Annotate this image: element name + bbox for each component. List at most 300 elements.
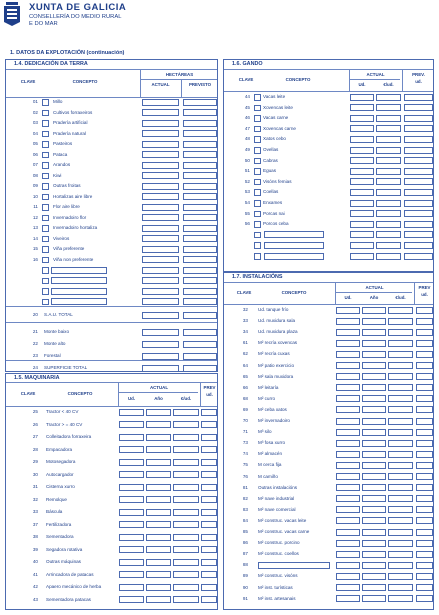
eur-field[interactable] [388,373,413,380]
eur-field[interactable] [388,573,413,580]
actual-field[interactable] [142,329,179,336]
previsto-field[interactable] [183,246,217,253]
concepto-input[interactable] [51,277,107,284]
row-checkbox[interactable] [42,141,49,148]
row-checkbox[interactable] [254,94,261,101]
previsto-field[interactable] [183,256,217,263]
row-checkbox[interactable] [254,221,261,228]
prev-ud-field[interactable] [404,115,433,122]
row-checkbox[interactable] [254,105,261,112]
prev-ud-field[interactable] [201,496,217,503]
ano-field[interactable] [146,434,171,441]
previsto-field[interactable] [183,120,217,127]
ud-field[interactable] [336,340,360,347]
prev-ud-field[interactable] [404,104,433,111]
prev-ud-field[interactable] [416,584,433,591]
actual-field[interactable] [142,277,179,284]
ud-field[interactable] [350,231,374,238]
actual-field[interactable] [142,183,179,190]
prev-ud-field[interactable] [416,495,433,502]
row-checkbox[interactable] [254,179,261,186]
prev-ud-field[interactable] [416,484,433,491]
prev-ud-field[interactable] [404,136,433,143]
eur-field[interactable] [376,168,401,175]
ud-field[interactable] [350,200,374,207]
ano-field[interactable] [362,562,386,569]
prev-ud-field[interactable] [416,529,433,536]
previsto-field[interactable] [183,267,217,274]
ud-field[interactable] [350,189,374,196]
prev-ud-field[interactable] [201,509,217,516]
ud-field[interactable] [350,136,374,143]
row-checkbox[interactable] [42,110,49,117]
row-checkbox[interactable] [42,257,49,264]
ud-field[interactable] [119,409,144,416]
ud-field[interactable] [119,496,144,503]
prev-ud-field[interactable] [416,595,433,602]
eur-field[interactable] [173,596,199,603]
ud-field[interactable] [350,221,374,228]
ano-field[interactable] [362,440,386,447]
ud-field[interactable] [336,351,360,358]
prev-ud-field[interactable] [416,318,433,325]
eur-field[interactable] [388,384,413,391]
ud-field[interactable] [336,451,360,458]
row-checkbox[interactable] [42,204,49,211]
prev-ud-field[interactable] [404,210,433,217]
actual-field[interactable] [142,120,179,127]
row-checkbox[interactable] [42,267,49,274]
ud-field[interactable] [336,473,360,480]
row-checkbox[interactable] [254,200,261,207]
eur-field[interactable] [376,231,401,238]
actual-field[interactable] [142,288,179,295]
ud-field[interactable] [336,506,360,513]
ano-field[interactable] [362,384,386,391]
eur-field[interactable] [173,446,199,453]
ud-field[interactable] [119,521,144,528]
prev-ud-field[interactable] [404,200,433,207]
previsto-field[interactable] [183,214,217,221]
ud-field[interactable] [336,329,360,336]
ano-field[interactable] [146,459,171,466]
ud-field[interactable] [119,434,144,441]
eur-field[interactable] [173,546,199,553]
prev-ud-field[interactable] [404,168,433,175]
row-checkbox[interactable] [254,147,261,154]
ud-field[interactable] [119,421,144,428]
concepto-input[interactable] [51,298,107,305]
row-checkbox[interactable] [42,152,49,159]
eur-field[interactable] [376,178,401,185]
prev-ud-field[interactable] [416,373,433,380]
prev-ud-field[interactable] [201,521,217,528]
prev-ud-field[interactable] [404,147,433,154]
prev-ud-field[interactable] [404,242,433,249]
eur-field[interactable] [388,418,413,425]
ano-field[interactable] [362,429,386,436]
concepto-input[interactable] [51,288,107,295]
row-checkbox[interactable] [42,225,49,232]
eur-field[interactable] [388,307,413,314]
ud-field[interactable] [336,406,360,413]
prev-ud-field[interactable] [201,409,217,416]
row-checkbox[interactable] [254,158,261,165]
actual-field[interactable] [142,298,179,305]
eur-field[interactable] [388,351,413,358]
ud-field[interactable] [119,484,144,491]
ano-field[interactable] [362,495,386,502]
ano-field[interactable] [146,446,171,453]
prev-ud-field[interactable] [201,484,217,491]
eur-field[interactable] [376,136,401,143]
ano-field[interactable] [362,540,386,547]
previsto-field[interactable] [183,130,217,137]
row-checkbox[interactable] [42,131,49,138]
eur-field[interactable] [173,559,199,566]
ano-field[interactable] [146,534,171,541]
actual-field[interactable] [142,246,179,253]
ud-field[interactable] [336,307,360,314]
prev-ud-field[interactable] [201,534,217,541]
ano-field[interactable] [362,462,386,469]
prev-ud-field[interactable] [404,94,433,101]
row-checkbox[interactable] [254,126,261,133]
prev-ud-field[interactable] [416,384,433,391]
eur-field[interactable] [376,94,401,101]
ano-field[interactable] [146,584,171,591]
ud-field[interactable] [336,418,360,425]
ud-field[interactable] [350,157,374,164]
row-checkbox[interactable] [42,278,49,285]
eur-field[interactable] [173,434,199,441]
ud-field[interactable] [119,571,144,578]
ano-field[interactable] [362,351,386,358]
eur-field[interactable] [376,189,401,196]
ano-field[interactable] [146,546,171,553]
previsto-field[interactable] [183,235,217,242]
eur-field[interactable] [388,340,413,347]
eur-field[interactable] [376,210,401,217]
prev-ud-field[interactable] [416,517,433,524]
eur-field[interactable] [388,595,413,602]
prev-ud-field[interactable] [404,221,433,228]
previsto-field[interactable] [183,193,217,200]
ud-field[interactable] [336,462,360,469]
prev-ud-field[interactable] [404,157,433,164]
row-checkbox[interactable] [42,173,49,180]
ud-field[interactable] [336,440,360,447]
ano-field[interactable] [146,521,171,528]
ano-field[interactable] [362,395,386,402]
eur-field[interactable] [388,318,413,325]
concepto-input[interactable] [264,253,324,260]
previsto-field[interactable] [183,109,217,116]
eur-field[interactable] [173,471,199,478]
eur-field[interactable] [388,362,413,369]
ano-field[interactable] [362,418,386,425]
actual-field[interactable] [142,99,179,106]
ano-field[interactable] [146,484,171,491]
previsto-field[interactable] [183,204,217,211]
prev-ud-field[interactable] [416,451,433,458]
ano-field[interactable] [362,506,386,513]
eur-field[interactable] [388,429,413,436]
eur-field[interactable] [173,484,199,491]
eur-field[interactable] [388,517,413,524]
prev-ud-field[interactable] [404,189,433,196]
row-checkbox[interactable] [42,120,49,127]
ud-field[interactable] [350,115,374,122]
previsto-field[interactable] [183,183,217,190]
ano-field[interactable] [146,559,171,566]
prev-ud-field[interactable] [201,421,217,428]
ud-field[interactable] [119,534,144,541]
ano-field[interactable] [146,571,171,578]
ud-field[interactable] [350,242,374,249]
ano-field[interactable] [362,451,386,458]
ano-field[interactable] [146,509,171,516]
ano-field[interactable] [146,596,171,603]
row-checkbox[interactable] [42,162,49,169]
eur-field[interactable] [388,506,413,513]
eur-field[interactable] [388,584,413,591]
row-checkbox[interactable] [254,211,261,218]
previsto-field[interactable] [183,99,217,106]
ano-field[interactable] [362,473,386,480]
previsto-field[interactable] [183,225,217,232]
prev-ud-field[interactable] [201,434,217,441]
ud-field[interactable] [336,573,360,580]
prev-ud-field[interactable] [416,406,433,413]
ano-field[interactable] [146,409,171,416]
concepto-input[interactable] [264,242,324,249]
actual-field[interactable] [142,256,179,263]
previsto-field[interactable] [183,365,217,372]
ano-field[interactable] [362,573,386,580]
ano-field[interactable] [146,471,171,478]
ud-field[interactable] [350,178,374,185]
ud-field[interactable] [336,584,360,591]
prev-ud-field[interactable] [416,307,433,314]
eur-field[interactable] [388,562,413,569]
previsto-field[interactable] [183,312,217,319]
row-checkbox[interactable] [42,246,49,253]
row-checkbox[interactable] [42,299,49,306]
prev-ud-field[interactable] [404,231,433,238]
eur-field[interactable] [376,104,401,111]
prev-ud-field[interactable] [201,559,217,566]
ud-field[interactable] [336,517,360,524]
row-checkbox[interactable] [254,136,261,143]
eur-field[interactable] [388,529,413,536]
ud-field[interactable] [336,395,360,402]
actual-field[interactable] [142,225,179,232]
eur-field[interactable] [388,451,413,458]
prev-ud-field[interactable] [416,440,433,447]
prev-ud-field[interactable] [416,429,433,436]
previsto-field[interactable] [183,141,217,148]
prev-ud-field[interactable] [201,471,217,478]
prev-ud-field[interactable] [201,546,217,553]
eur-field[interactable] [388,540,413,547]
row-checkbox[interactable] [254,232,261,239]
ud-field[interactable] [336,529,360,536]
concepto-input[interactable] [264,231,324,238]
ano-field[interactable] [362,307,386,314]
eur-field[interactable] [173,459,199,466]
prev-ud-field[interactable] [416,462,433,469]
prev-ud-field[interactable] [416,329,433,336]
actual-field[interactable] [142,365,179,372]
eur-field[interactable] [388,495,413,502]
prev-ud-field[interactable] [416,551,433,558]
actual-field[interactable] [142,162,179,169]
ud-field[interactable] [119,559,144,566]
prev-ud-field[interactable] [201,459,217,466]
actual-field[interactable] [142,214,179,221]
prev-ud-field[interactable] [404,125,433,132]
prev-ud-field[interactable] [201,584,217,591]
eur-field[interactable] [173,571,199,578]
eur-field[interactable] [376,125,401,132]
prev-ud-field[interactable] [416,418,433,425]
row-checkbox[interactable] [42,194,49,201]
actual-field[interactable] [142,353,179,360]
prev-ud-field[interactable] [416,473,433,480]
prev-ud-field[interactable] [404,253,433,260]
eur-field[interactable] [376,242,401,249]
actual-field[interactable] [142,151,179,158]
row-checkbox[interactable] [42,215,49,222]
eur-field[interactable] [173,534,199,541]
prev-ud-field[interactable] [416,573,433,580]
previsto-field[interactable] [183,151,217,158]
ud-field[interactable] [336,384,360,391]
eur-field[interactable] [388,484,413,491]
ud-field[interactable] [336,595,360,602]
eur-field[interactable] [388,462,413,469]
actual-field[interactable] [142,267,179,274]
previsto-field[interactable] [183,172,217,179]
row-checkbox[interactable] [254,242,261,249]
row-checkbox[interactable] [254,168,261,175]
ano-field[interactable] [362,362,386,369]
eur-field[interactable] [173,409,199,416]
ud-field[interactable] [350,210,374,217]
ud-field[interactable] [336,495,360,502]
row-checkbox[interactable] [42,288,49,295]
ud-field[interactable] [119,459,144,466]
eur-field[interactable] [376,221,401,228]
eur-field[interactable] [376,115,401,122]
prev-ud-field[interactable] [404,178,433,185]
eur-field[interactable] [388,329,413,336]
eur-field[interactable] [376,147,401,154]
actual-field[interactable] [142,172,179,179]
prev-ud-field[interactable] [416,340,433,347]
ano-field[interactable] [362,484,386,491]
actual-field[interactable] [142,204,179,211]
actual-field[interactable] [142,193,179,200]
prev-ud-field[interactable] [416,351,433,358]
ud-field[interactable] [336,362,360,369]
eur-field[interactable] [376,253,401,260]
eur-field[interactable] [173,421,199,428]
ano-field[interactable] [362,329,386,336]
ud-field[interactable] [119,596,144,603]
eur-field[interactable] [388,473,413,480]
row-checkbox[interactable] [254,253,261,260]
prev-ud-field[interactable] [416,540,433,547]
prev-ud-field[interactable] [416,395,433,402]
eur-field[interactable] [173,496,199,503]
row-checkbox[interactable] [254,115,261,122]
ud-field[interactable] [119,446,144,453]
ano-field[interactable] [146,496,171,503]
concepto-input[interactable] [51,267,107,274]
eur-field[interactable] [173,521,199,528]
ano-field[interactable] [362,595,386,602]
eur-field[interactable] [388,440,413,447]
ano-field[interactable] [362,373,386,380]
actual-field[interactable] [142,141,179,148]
eur-field[interactable] [376,200,401,207]
ud-field[interactable] [350,147,374,154]
ud-field[interactable] [336,429,360,436]
eur-field[interactable] [388,406,413,413]
previsto-field[interactable] [183,288,217,295]
previsto-field[interactable] [183,341,217,348]
previsto-field[interactable] [183,162,217,169]
ano-field[interactable] [362,551,386,558]
ano-field[interactable] [362,340,386,347]
ud-field[interactable] [119,509,144,516]
prev-ud-field[interactable] [416,362,433,369]
ano-field[interactable] [362,529,386,536]
ud-field[interactable] [336,318,360,325]
ud-field[interactable] [119,584,144,591]
previsto-field[interactable] [183,329,217,336]
prev-ud-field[interactable] [201,446,217,453]
ud-field[interactable] [336,484,360,491]
eur-field[interactable] [173,509,199,516]
prev-ud-field[interactable] [416,562,433,569]
actual-field[interactable] [142,341,179,348]
ud-field[interactable] [336,562,360,569]
previsto-field[interactable] [183,353,217,360]
ud-field[interactable] [336,540,360,547]
row-checkbox[interactable] [42,236,49,243]
actual-field[interactable] [142,109,179,116]
prev-ud-field[interactable] [416,506,433,513]
ano-field[interactable] [362,517,386,524]
row-checkbox[interactable] [42,99,49,106]
ud-field[interactable] [350,104,374,111]
eur-field[interactable] [388,395,413,402]
previsto-field[interactable] [183,277,217,284]
row-checkbox[interactable] [42,183,49,190]
ud-field[interactable] [336,373,360,380]
prev-ud-field[interactable] [201,571,217,578]
ano-field[interactable] [362,584,386,591]
ud-field[interactable] [336,551,360,558]
concepto-input[interactable] [258,562,330,569]
ud-field[interactable] [119,471,144,478]
ud-field[interactable] [119,546,144,553]
eur-field[interactable] [376,157,401,164]
eur-field[interactable] [388,551,413,558]
